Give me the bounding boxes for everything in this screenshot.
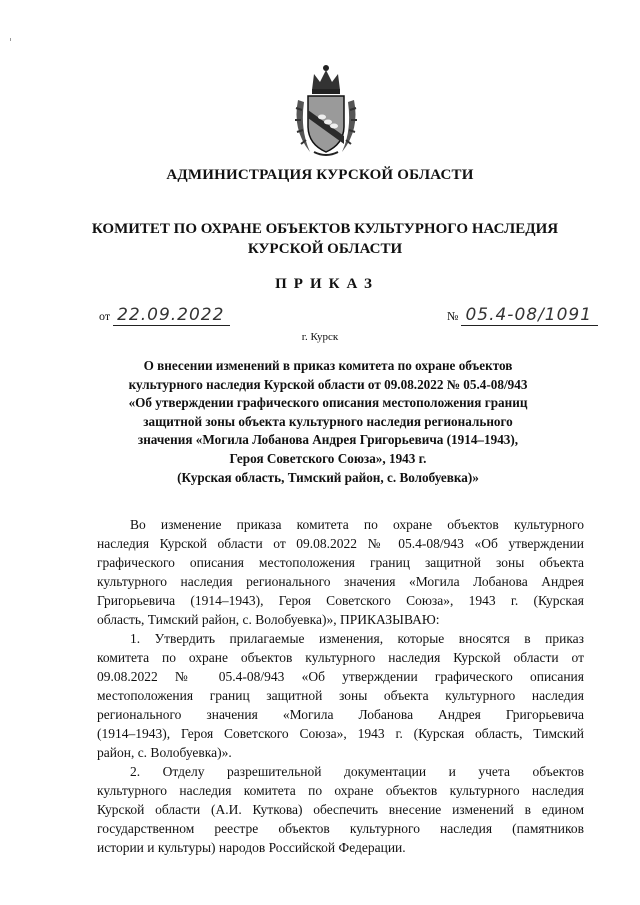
title-line: (Курская область, Тимский район, с. Волобуевка)» (177, 469, 479, 485)
committee-line: КУРСКОЙ ОБЛАСТИ (247, 241, 403, 257)
document-number (447, 305, 598, 325)
scan-mark (10, 38, 11, 41)
committee-name (60, 219, 590, 259)
number-prefix: № (447, 309, 459, 323)
body-line: государственном реестре объектов культурного наследия (памятников (97, 821, 584, 836)
body-line: культурного наследия комитета по охране объектов культурного наследия (97, 783, 584, 798)
date-prefix: от (99, 309, 111, 323)
document-title (88, 357, 568, 487)
kursk-coat-of-arms-icon (290, 60, 362, 160)
body-line: (1914–1943), Героя Советского Союза», 1943 г. (Курская область, Тимский (97, 726, 584, 741)
committee-line: КОМИТЕТ ПО ОХРАНЕ ОБЪЕКТОВ КУЛЬТУРНОГО НАСЛЕДИЯ (91, 221, 559, 237)
body-line: наследия Курской области от 09.08.2022 № 05.4-08/943 «Об утверждении (97, 536, 584, 551)
document-date (99, 305, 230, 325)
body-line: графического описания местоположения границ защитной зоны объекта (97, 555, 584, 570)
title-line: защитной зоны объекта культурного наследия регионального (143, 413, 513, 429)
title-line: культурного наследия Курской области от 09.08.2022 № 05.4-08/943 (128, 376, 528, 392)
body-line: 2. Отделу разрешительной документации и учета объектов (130, 764, 584, 779)
document-body (97, 515, 584, 857)
title-line: значения «Могила Лобанова Андрея Григорьевича (1914–1943), (137, 432, 519, 448)
body-line: комитета по охране объектов культурного наследия Курской области от (97, 650, 584, 665)
body-line: Курской области (А.И. Куткова) обеспечить внесение изменений в едином (97, 802, 584, 817)
body-line: регионального значения «Могила Лобанова Андрея Григорьевича (97, 707, 584, 722)
body-line: истории и культуры) народов Российской Федерации. (97, 840, 406, 855)
body-line: культурного наследия регионального значения «Могила Лобанова Андрея (97, 574, 584, 589)
administration-name: АДМИНИСТРАЦИЯ КУРСКОЙ ОБЛАСТИ (166, 167, 474, 183)
title-line: «Об утверждении графического описания местоположения границ (128, 395, 528, 411)
title-line: О внесении изменений в приказ комитета по охране объектов (143, 358, 513, 373)
body-line: 1. Утвердить прилагаемые изменения, которые вносятся в приказ (130, 631, 584, 646)
number-value: 05.4-08/1091 (461, 305, 598, 326)
date-value: 22.09.2022 (113, 305, 230, 326)
body-line: Григорьевича (1914–1943), Героя Советского Союза», 1943 г. (Курская (97, 593, 584, 608)
body-line: область, Тимский район, с. Волобуевка)», ПРИКАЗЫВАЮ: (97, 612, 440, 627)
body-line: Во изменение приказа комитета по охране объектов культурного (130, 517, 584, 532)
body-line: район, с. Волобуевка)». (97, 745, 232, 760)
city: г. Курск (301, 331, 339, 343)
title-line: Героя Советского Союза», 1943 г. (229, 450, 427, 466)
document-type: ПРИКАЗ (275, 276, 379, 292)
body-line: местоположения границ защитной зоны объекта культурного наследия (97, 688, 584, 703)
body-line: 09.08.2022 № 05.4-08/943 «Об утверждении графического описания (97, 669, 584, 684)
